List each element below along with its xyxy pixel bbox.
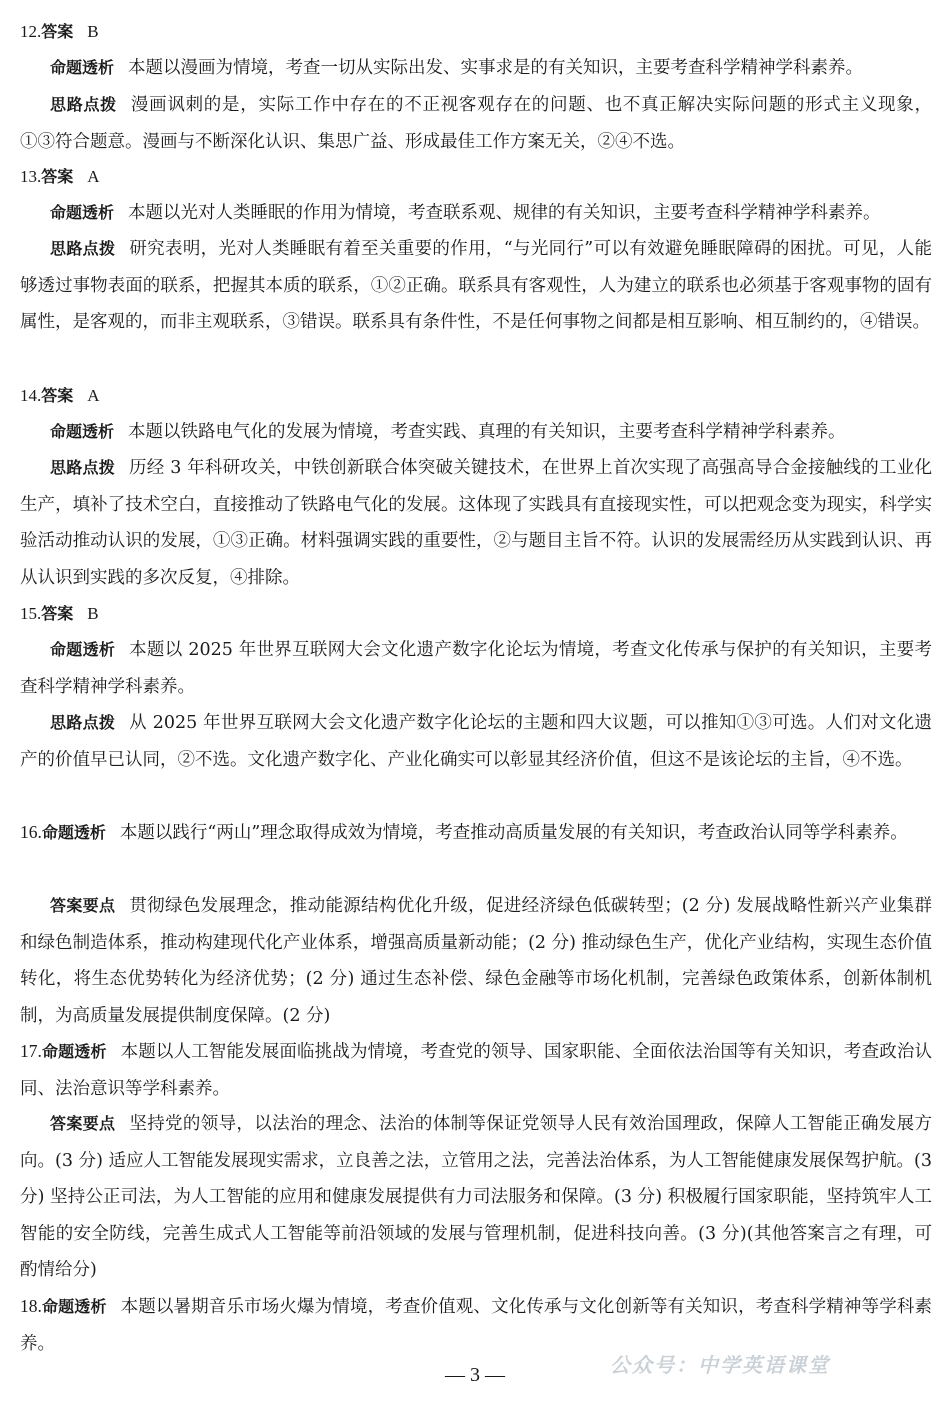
q18-number: 18. [20, 1296, 42, 1316]
q15-number: 15. [20, 604, 42, 623]
q16-points-label: 答案要点 [50, 896, 116, 915]
q13-answer-label: 答案 [41, 167, 74, 186]
q12-analysis-label: 命题透析 [50, 58, 115, 77]
q15-hint-label: 思路点拨 [50, 713, 116, 732]
q17-analysis-text: 本题以人工智能发展面临挑战为情境，考查党的领导、国家职能、全面依法治国等有关知识，考查政治认同、法治意识等学科素养。 [20, 1042, 932, 1099]
q12-hint-text: 漫画讽刺的是，实际工作中存在的不正视客观存在的问题、也不真正解决实际问题的形式主义现象，①③符合题意。漫画与不断深化认识、集思广益、形成最佳工作方案无关，②④不选。 [20, 95, 932, 152]
q17-points-text: 坚持党的领导，以法治的理念、法治的体制等保证党领导人民有效治国理政，保障人工智能正确发展方向。(3 分) 适应人工智能发展现实需求，立良善之法，立管用之法，完善法治体系，为人工智能健康发展保驾护航。(3 分) 坚持公正司法，为人工智能的应用和健康发展提供有力司法服务和保障。(3 分) 积极履行国家职能，坚持筑牢人工智能的安全防线，完善生成式人工智能等前沿领域的发展与管理机制，促进科技向善。(3 分)(其他答案言之有理，可酌情给分) [20, 1114, 932, 1280]
q14-number: 14. [20, 386, 42, 405]
q18-analysis-text: 本题以暑期音乐市场火爆为情境，考查价值观、文化传承与文化创新等有关知识，考查科学精神等学科素养。 [20, 1297, 932, 1354]
watermark: 公众号：中学英语课堂 [610, 1353, 830, 1377]
q15-analysis-text: 本题以 2025 年世界互联网大会文化遗产数字化论坛为情境，考查文化传承与保护的有关知识，主要考查科学精神学科素养。 [20, 640, 932, 697]
q15-answer: B [87, 604, 99, 623]
q13-analysis [20, 195, 932, 232]
q12-analysis [20, 50, 932, 87]
q16-analysis-label: 命题透析 [41, 823, 106, 842]
q12-hint-label: 思路点拨 [50, 95, 117, 114]
q13-hint-label: 思路点拨 [50, 239, 116, 258]
q12-hint [20, 87, 932, 160]
q13-hint-text: 研究表明，光对人类睡眠有着至关重要的作用，“与光同行”可以有效避免睡眠障碍的困扰。可见，人能够透过事物表面的联系，把握其本质的联系，①②正确。联系具有客观性，人为建立的联系也必须基于客观事物的固有属性，是客观的，而非主观联系，③错误。联系具有条件性，不是任何事物之间都是相互影响、相互制约的，④错误。 [20, 239, 932, 332]
q15-analysis-label: 命题透析 [50, 640, 116, 659]
q12-answer-line [20, 22, 932, 42]
q16-analysis [20, 814, 932, 852]
q16-number: 16. [20, 822, 42, 842]
q17-number: 17. [20, 1041, 42, 1061]
q12-answer-label: 答案 [41, 22, 74, 41]
q14-answer-label: 答案 [41, 386, 74, 405]
page-number: — 3 — [445, 1364, 505, 1386]
q12-analysis-text: 本题以漫画为情境，考查一切从实际出发、实事求是的有关知识，主要考查科学精神学科素养。 [128, 58, 864, 78]
q13-analysis-label: 命题透析 [50, 203, 115, 222]
q13-answer-line [20, 167, 932, 187]
q14-analysis-text: 本题以铁路电气化的发展为情境，考查实践、真理的有关知识，主要考查科学精神学科素养。 [128, 422, 846, 442]
q16-points-text: 贯彻绿色发展理念，推动能源结构优化升级，促进经济绿色低碳转型；(2 分) 发展战略性新兴产业集群和绿色制造体系，推动构建现代化产业体系，增强高质量新动能；(2 分) 推动绿色生产，优化产业结构，实现生态价值转化，将生态优势转化为经济优势；(2 分) 通过生态补偿、绿色金融等市场化机制，完善绿色政策体系，创新体制机制，为高质量发展提供制度保障。(2 分) [20, 896, 932, 1026]
q16-analysis-text: 本题以践行“两山”理念取得成效为情境，考查推动高质量发展的有关知识，考查政治认同等学科素养。 [119, 823, 908, 843]
q12-number: 12. [20, 22, 42, 41]
q14-hint [20, 450, 932, 596]
q15-hint [20, 705, 932, 778]
q17-points-label: 答案要点 [50, 1114, 116, 1133]
q14-hint-text: 历经 3 年科研攻关，中铁创新联合体突破关键技术，在世界上首次实现了高强高导合金接触线的工业化生产，填补了技术空白，直接推动了铁路电气化的发展。这体现了实践具有直接现实性，可以把观念变为现实，科学实验活动推动认识的发展，①③正确。材料强调实践的重要性，②与题目主旨不符。认识的发展需经历从实践到认识、再从认识到实践的多次反复，④排除。 [20, 458, 932, 588]
q17-analysis [20, 1033, 932, 1107]
q14-hint-label: 思路点拨 [50, 458, 115, 477]
q15-answer-line [20, 604, 932, 624]
q17-analysis-label: 命题透析 [41, 1042, 107, 1061]
q15-analysis [20, 632, 932, 705]
q15-answer-label: 答案 [41, 604, 74, 623]
q14-answer-line [20, 386, 932, 406]
q16-points [20, 888, 932, 1034]
q13-hint [20, 231, 932, 341]
q12-answer: B [87, 22, 99, 41]
q14-answer: A [87, 386, 100, 405]
q13-answer: A [87, 167, 100, 186]
q13-analysis-text: 本题以光对人类睡眠的作用为情境，考查联系观、规律的有关知识，主要考查科学精神学科素养。 [128, 203, 881, 223]
q13-number: 13. [20, 167, 42, 186]
q15-hint-text: 从 2025 年世界互联网大会文化遗产数字化论坛的主题和四大议题，可以推知①③可选。人们对文化遗产的价值早已认同，②不选。文化遗产数字化、产业化确实可以彰显其经济价值，但这不是该论坛的主旨，④不选。 [20, 713, 932, 770]
q14-analysis [20, 414, 932, 451]
q14-analysis-label: 命题透析 [50, 422, 115, 441]
q17-points [20, 1106, 932, 1289]
q18-analysis-label: 命题透析 [41, 1297, 107, 1316]
